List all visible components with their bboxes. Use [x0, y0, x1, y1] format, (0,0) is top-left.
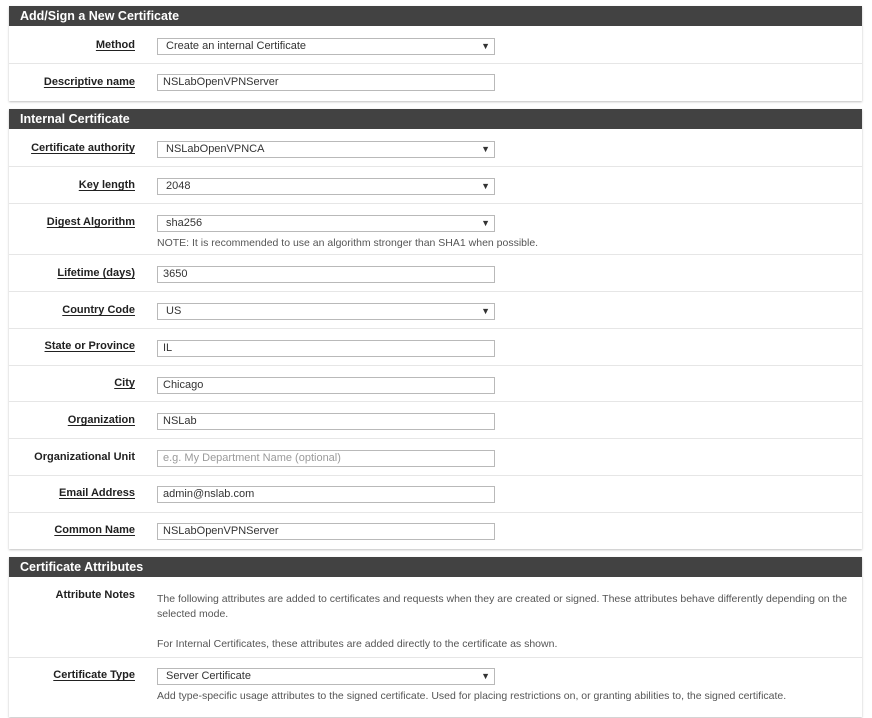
organization-input[interactable] [157, 413, 495, 430]
digest-algorithm-select[interactable] [157, 215, 495, 232]
certificate-type-value: Server Certificate [166, 670, 251, 682]
org-unit-placeholder: e.g. My Department Name (optional) [163, 452, 341, 464]
key-length-value: 2048 [166, 180, 191, 192]
state-input[interactable] [157, 340, 495, 357]
certificate-type-help: Add type-specific usage attributes to the signed certificate. Used for placing restrictions on, or granting abilities to, the signed certificate. [157, 690, 787, 702]
lifetime-input[interactable] [157, 266, 495, 283]
attribute-notes-text-2: For Internal Certificates, these attributes are added directly to the certificate as shown. [157, 638, 558, 650]
state-label: State or Province [44, 340, 135, 352]
chevron-down-icon: ▼ [481, 41, 490, 51]
certificate-type-select[interactable] [157, 668, 495, 685]
lifetime-row [9, 254, 862, 292]
descriptive-name-input[interactable] [157, 74, 495, 91]
key-length-row [9, 166, 862, 204]
certificate-authority-row [9, 129, 862, 166]
common-name-label: Common Name [54, 524, 135, 536]
key-length-label: Key length [78, 179, 135, 191]
descriptive-name-label: Descriptive name [43, 76, 135, 88]
descriptive-name-value: NSLabOpenVPNServer [163, 76, 279, 88]
certificate-authority-value: NSLabOpenVPNCA [166, 143, 265, 155]
city-value: Chicago [163, 379, 204, 391]
common-name-value: NSLabOpenVPNServer [163, 525, 279, 537]
email-field[interactable] [157, 486, 495, 503]
certificate-authority-select[interactable] [157, 141, 495, 158]
country-code-row [9, 291, 862, 329]
method-label: Method [95, 39, 135, 51]
chevron-down-icon: ▼ [481, 671, 490, 681]
method-select[interactable] [157, 38, 495, 55]
certificate-attributes-panel [9, 557, 862, 717]
internal-certificate-panel [9, 109, 862, 549]
certificate-type-label: Certificate Type [53, 669, 135, 681]
panel-title: Certificate Attributes [9, 557, 862, 577]
panel-title: Internal Certificate [9, 109, 862, 129]
descriptive-name-row [9, 63, 862, 102]
organization-label: Organization [67, 414, 135, 426]
state-row [9, 328, 862, 366]
chevron-down-icon: ▼ [481, 181, 490, 191]
attribute-notes-label: Attribute Notes [55, 589, 135, 601]
common-name-input[interactable] [157, 523, 495, 540]
email-row [9, 475, 862, 513]
organization-row [9, 401, 862, 439]
state-value: IL [163, 342, 173, 354]
digest-algorithm-label: Digest Algorithm [46, 216, 135, 228]
country-code-select[interactable] [157, 303, 495, 320]
lifetime-label: Lifetime (days) [57, 267, 135, 279]
chevron-down-icon: ▼ [481, 144, 490, 154]
digest-algorithm-row [9, 203, 862, 255]
method-row [9, 26, 862, 63]
country-code-value: US [166, 305, 182, 317]
org-unit-input[interactable] [157, 450, 495, 467]
country-code-label: Country Code [62, 304, 135, 316]
panel-title: Add/Sign a New Certificate [9, 6, 862, 26]
chevron-down-icon: ▼ [481, 306, 490, 316]
method-value: Create an internal Certificate [166, 40, 307, 52]
digest-algorithm-value: sha256 [166, 217, 203, 229]
attribute-notes-row [9, 577, 862, 657]
email-value: admin@nslab.com [163, 488, 255, 500]
certificate-authority-label: Certificate authority [31, 142, 135, 154]
city-input[interactable] [157, 377, 495, 394]
city-row [9, 365, 862, 402]
attribute-notes-text-1: The following attributes are added to certificates and requests when they are created or signed. These attributes behave differently depending on the selected mode. [157, 593, 848, 620]
org-unit-label: Organizational Unit [34, 451, 135, 463]
digest-algorithm-note: NOTE: It is recommended to use an algorithm stronger than SHA1 when possible. [157, 237, 539, 249]
common-name-row [9, 512, 862, 550]
city-label: City [114, 377, 135, 389]
certificate-type-row [9, 657, 862, 718]
org-unit-row [9, 438, 862, 476]
organization-value: NSLab [163, 415, 197, 427]
lifetime-value: 3650 [163, 268, 188, 280]
add-sign-certificate-panel [9, 6, 862, 101]
key-length-select[interactable] [157, 178, 495, 195]
chevron-down-icon: ▼ [481, 218, 490, 228]
email-label: Email Address [58, 487, 135, 499]
